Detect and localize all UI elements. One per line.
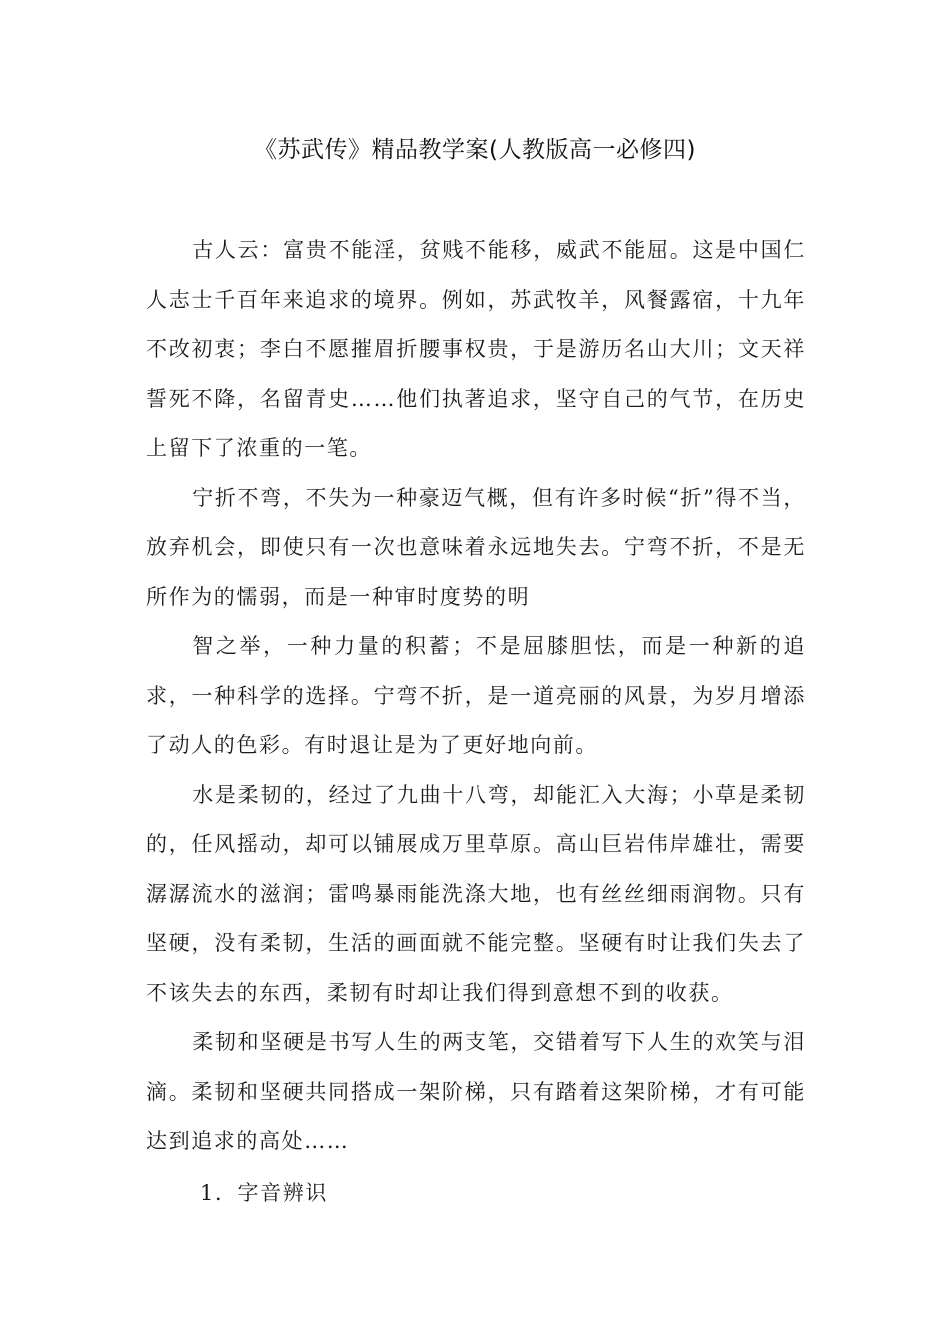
list-item-pronunciation: 1．字音辨识	[200, 1180, 328, 1205]
paragraph-5: 柔韧和坚硬是书写人生的两支笔，交错着写下人生的欢笑与泪滴。柔韧和坚硬共同搭成一架阶梯，只有踏着这架阶梯，才有可能达到追求的高处……	[146, 1030, 806, 1153]
document-title: 《苏武传》精品教学案(人教版高一必修四)	[254, 137, 696, 163]
paragraph-1: 古人云：富贵不能淫，贫贱不能移，威武不能屈。这是中国仁人志士千百年来追求的境界。例如，苏武牧羊，风餐露宿，十九年不改初衷；李白不愿摧眉折腰事权贵，于是游历名山大川；文天祥誓死不降，名留青史……他们执著追求，坚守自己的气节，在历史上留下了浓重的一笔。	[146, 238, 806, 460]
paragraph-3: 智之举，一种力量的积蓄；不是屈膝胆怯，而是一种新的追求，一种科学的选择。宁弯不折，是一道亮丽的风景，为岁月增添了动人的色彩。有时退让是为了更好地向前。	[146, 634, 806, 757]
document-body	[146, 226, 806, 1219]
paragraph-2: 宁折不弯，不失为一种豪迈气概，但有许多时候“折”得不当，放弃机会，即使只有一次也意味着永远地失去。宁弯不折，不是无所作为的懦弱，而是一种审时度势的明	[146, 485, 806, 609]
paragraph-4: 水是柔韧的，经过了九曲十八弯，却能汇入大海；小草是柔韧的，任风摇动，却可以铺展成万里草原。高山巨岩伟岸雄壮，需要潺潺流水的滋润；雷鸣暴雨能洗涤大地，也有丝丝细雨润物。只有坚硬，没有柔韧，生活的画面就不能完整。坚硬有时让我们失去了不该失去的东西，柔韧有时却让我们得到意想不到的收获。	[146, 782, 806, 1005]
